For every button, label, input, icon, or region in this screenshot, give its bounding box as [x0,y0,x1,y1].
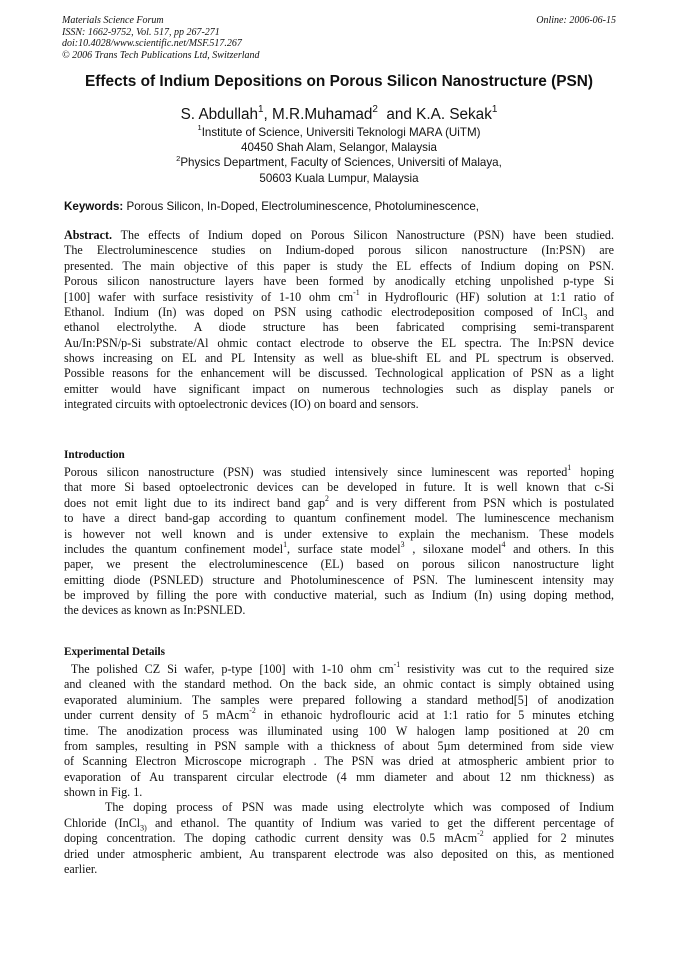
text-line: evaporated aluminium. The samples were prepared following a standard method[5] of anodization [64,692,614,707]
abstract-paragraph [64,228,614,413]
text-line: shown in Fig. 1. [64,785,143,799]
text-run: The polished CZ Si wafer, p-type [100] with 1-10 ohm cm [64,662,394,676]
text-run: and [587,304,614,319]
experimental-section [64,645,614,877]
section-heading: Introduction [64,449,125,461]
keywords-label: Keywords: [64,200,124,213]
text-run: in Hydroflouric (HF) solution at 1:1 ratio of [359,289,614,304]
text-line: that more Si based optoelectronic devices can be developed in future. It is well known that c-Si [64,480,614,495]
author-affil-mark: 2 [372,103,378,115]
introduction-section [64,448,614,619]
text-run: , siloxane model [404,541,502,556]
superscript: -1 [393,660,401,670]
introduction-paragraph [64,465,614,619]
text-line [64,542,614,557]
online-date: Online: 2006-06-15 [536,15,616,26]
text-line [64,287,614,305]
text-line: the devices as known as In:PSNLED. [64,603,246,618]
text-line: Au/In:PSN/p-Si substrate/Al ohmic contact electrode to observe the EL spectra. The In:PSN device [64,335,614,350]
affiliation-1-address: 40450 Shah Alam, Selangor, Malaysia [241,141,437,155]
keywords [64,199,624,214]
copyright: © 2006 Trans Tech Publications Ltd, Switzerland [62,49,260,61]
text-line: dried under atmospheric ambient, Au transparent electrode was also deposited on this, as mentioned [64,846,614,861]
citation-mark: 3 [400,540,405,550]
superscript: -2 [249,706,256,716]
text-run: includes the quantum confinement model [64,541,284,556]
affil-mark: 1 [197,123,202,133]
text-line: ethanol electrolythe. A diode structure has been fabricated comprising semi-transparent [64,320,614,335]
text-line [64,831,614,846]
text-line: earlier. [64,861,98,876]
text-line: time. The anodization process was illuminated using 100 W halogen lamp positioned at 20 cm [64,723,614,738]
affiliation-2-address: 50603 Kuala Lumpur, Malaysia [259,171,419,185]
citation-mark: 2 [325,493,329,503]
doi: doi:10.4028/www.scientific.net/MSF.517.267 [62,38,242,49]
text-line [64,465,614,480]
text-run: hoping [571,465,614,479]
author-name: K.A. Sekak [416,106,492,123]
citation-mark: 1 [567,463,572,473]
text-line: integrated circuits with optoelectronic devices (IO) on board and sensors. [64,397,419,412]
author-affil-mark: 1 [491,103,498,115]
text-run: applied for 2 minutes [483,831,614,846]
text-run: resistivity was cut to the required size [400,662,614,676]
author-separator: , [263,106,273,123]
affiliation-1 [40,125,638,140]
abstract-label: Abstract. [64,228,113,242]
text-run: and ethanol. The quantity of Indium was varied to get the different percentage of [146,815,614,830]
section-heading: Experimental Details [64,646,165,658]
subscript: 3) [140,823,147,833]
text-run: , surface state model [287,541,401,556]
text-line: shows increasing on EL and PL Intensity as well as blue-shift EL and PL spectrum is observed. [64,351,614,365]
affil-line: Physics Department, Faculty of Sciences, Universiti of Malaya, [180,156,502,170]
text-run: [100] wafer with surface resistivity of 1-10 ohm cm [64,289,354,304]
text-line [64,816,614,831]
text-line: The doping process of PSN was made using electrolyte which was composed of Indium [105,800,614,815]
text-run: The effects of Indium doped on Porous Silicon Nanostructure (PSN) have been studied. [112,228,614,242]
text-line [64,493,614,511]
affil-line: Institute of Science, Universiti Teknologi MARA (UiTM) [201,126,481,139]
author-affil-mark: 1 [258,103,264,115]
author-name: S. Abdullah [180,106,259,123]
author-list [40,105,638,124]
experimental-paragraph-2 [64,800,614,877]
text-run: and is very different from PSN which is postulated [328,495,614,510]
text-run: under current density of 5 mAcm [64,708,250,723]
text-line: emitter would have significant impact on numerous technologies such as display panels or [64,381,614,396]
text-line [64,708,614,723]
text-line: emitting diode (PSNLED) structure and Photoluminescence of PSN. The luminescent intensity may [64,572,614,587]
text-line: to have a direct band-gap according to quantum confinement model. The luminescence mechanism [64,511,614,526]
subscript: 3 [583,312,588,322]
text-line [64,228,614,243]
text-line: is however not well known and is under extensive to explain the mechanism. These models [64,526,614,541]
text-line: and cleaned with the standard method. On the back side, an ohmic contact is simply obtained using [64,677,614,692]
keywords-text: Porous Silicon, In-Doped, Electroluminescence, Photoluminescence, [123,200,480,213]
author-name: M.R.Muhamad [272,106,373,123]
superscript: -1 [353,287,360,297]
text-line [64,662,614,677]
text-line [64,305,614,320]
issn: ISSN: 1662-9752, Vol. 517, pp 267-271 [62,26,220,38]
text-run: Chloride (InCl [64,815,141,830]
text-run: doping concentration. The doping cathodic current density was 0.5 mAcm [64,831,478,846]
text-line: presented. The main objective of this paper is study the EL effects of Indium doping on PSN. [64,258,614,273]
text-run: in ethanoic hydroflouric acid at 1:1 ratio for 5 minutes etching [255,708,614,723]
affiliation-2 [40,155,638,170]
journal-name: Materials Science Forum [62,15,164,26]
text-line: of Scanning Electron Microscope micrograph . The PSN was dried at atmospheric ambient prior to [64,754,614,769]
abstract-section [64,228,614,413]
superscript: -2 [477,829,484,839]
text-line: evaporation of Au transparent circular electrode (4 mm diameter and about 12 nm thickness) as [64,769,614,784]
publication-header [62,15,616,61]
text-line: The Electroluminescence studies on Indium-doped porous silicon nanostructure (In:PSN) are [64,243,614,258]
text-line: Porous silicon nanostructure layers have been formed by anodically etching unpolished p-type Si [64,274,614,289]
citation-mark: 4 [501,540,506,550]
affil-mark: 2 [176,153,181,163]
text-line: from samples, resulting in PSN sample with a thickness of about 5µm determined from side view [64,738,614,753]
paper-title: Effects of Indium Depositions on Porous Silicon Nanostructure (PSN) [85,73,593,90]
text-run: and others. In this [505,541,614,556]
text-line: be improved by filling the pore with conductive material, such as Indium (In) using doping method, [64,588,614,602]
text-run: Ethanol. Indium (In) was doped on PSN using cathodic electrodeposition composed of InCl [64,304,584,319]
experimental-paragraph-1 [64,662,614,800]
text-line: paper, we present the electroluminescence (EL) based on porous silicon nanostructure light [64,557,614,572]
affiliations [40,125,638,186]
text-line: Possible reasons for the enhancement will be discussed. Technological application of PSN as a light [64,366,614,381]
author-separator: and [377,106,417,123]
citation-mark: 1 [283,540,288,550]
text-run: Porous silicon nanostructure (PSN) was studied intensively since luminescent was reported [64,465,568,479]
text-run: does not emit light due to its indirect band gap [64,495,326,510]
